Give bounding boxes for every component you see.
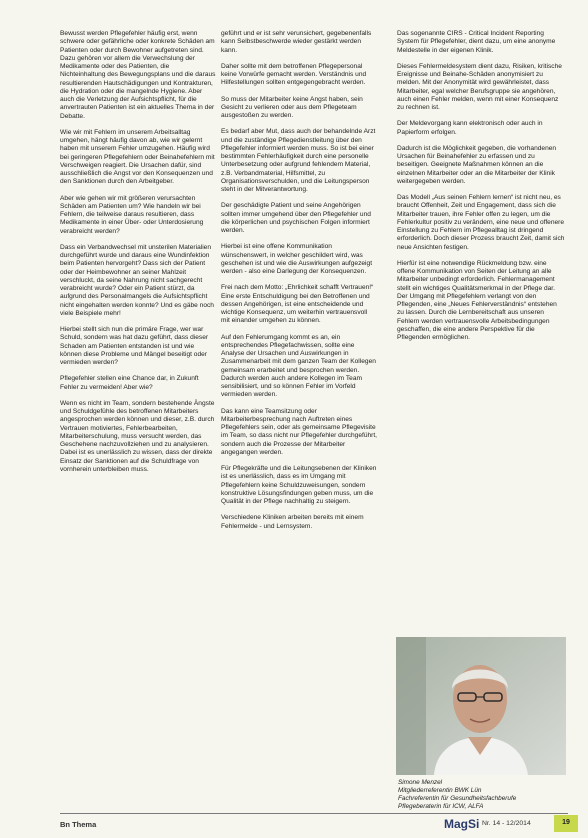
text-column-left bbox=[60, 30, 216, 482]
paragraph: Hierbei stellt sich nun die primäre Frage, wer war Schuld, sondern was hat dazu geführt, dass dieser Schaden am Patienten entstanden ist und wie können diese Probleme und Mängel beseitigt oder vermieden werden? bbox=[60, 326, 209, 366]
paragraph: Bewusst werden Pflegefehler häufig erst, wenn schwere oder gefährliche oder konkrete Schäden am Patienten oder durch Bewohner aufgetreten sind. Dazu gehören vor allem die Verwechslung der Medikamente oder des Patienten, die Nichteinhaltung des Bewegungsplans und die daraus resultierenden Hautschädigungen und Kontrakturen, die Hydration oder die mangelnde Hygiene. Aber auch die Verletzung der Aufsichtspflicht, für die anvertrauten Patienten ist ein aktuelles Thema in der Debatte. bbox=[60, 30, 216, 120]
issue-number: Nr. 14 - 12/2014 bbox=[482, 820, 531, 827]
paragraph: Das kann eine Teamsitzung oder Mitarbeiterbesprechung nach Auftreten eines Pflegefehlers sein, oder als gemeinsame Pflegevisite im Team, so dass nicht nur Pflegefehler durchgeführt, sondern auch die Prozesse der Mitarbeiter angegangen werden. bbox=[221, 407, 378, 456]
paragraph: Auf den Fehlerumgang kommt es an, ein entsprechendes Pflegefachwissen, sollte eine Analyse der Ursachen und Auswirkungen in Zusammenarbeit mit dem ganzen Team der Kollegen gemeinsam erarbeitet und besprochen werden. Dadurch werden auch andere Kollegen im Team sensibilisiert, und so können Fehler im Vorfeld vermieden werden. bbox=[221, 333, 376, 399]
paragraph: Es bedarf aber Mut, dass auch der behandelnde Arzt und die zuständige Pflegedienstleitung über den Pflegefehler informiert werden muss. So ist bei einer bestimmten Fehlerhäufigkeit durch eine personelle Unterbesetzung oder aufgrund fehlendem Material, z.B. Verbandmaterial, Hilfsmittel, zu Organisationsverschulden, und die Leitungsperson steht in der Mitverantwortung. bbox=[221, 128, 376, 193]
paragraph: geführt und er ist sehr verunsichert, gegebenenfalls kann Selbstbeschwerde wieder gestärkt werden kann. bbox=[221, 30, 372, 54]
page-footer bbox=[0, 813, 588, 838]
paragraph: Aber wie gehen wir mit größeren verursachten Schäden am Patienten um? Wie handeln wir bei Fehlern, die teilweise daraus resultieren, dass Medikamente in einer Über- oder Unterdosierung verabreicht werden? bbox=[60, 194, 204, 235]
paragraph: Dadurch ist die Möglichkeit gegeben, die vorhandenen Ursachen für Beinahefehler zu erfassen und zu beseitigen. Geeignete Maßnahmen können an die einzelnen Mitarbeiter oder an die Mitarbeiter der Klinik weitergegeben werden. bbox=[397, 144, 557, 185]
text-column-right bbox=[397, 30, 565, 350]
page-number: 19 bbox=[562, 819, 570, 826]
author-photo bbox=[396, 637, 566, 775]
photo-caption bbox=[398, 779, 568, 811]
paragraph: Pflegefehler stellen eine Chance dar, in Zukunft Fehler zu vermeiden! Aber wie? bbox=[60, 375, 199, 391]
paragraph: Wie wir mit Fehlern im unserem Arbeitsalltag umgehen, hängt häufig davon ab, wie wir gelernt haben mit unserem Fehler umzugehen. Häufig wird bei geringeren Pflegefehlern oder Beinahefehlern mit Verschweigen reagiert. Die Ursachen dafür, sind ausschließlich die Angst vor den Konsequenzen und den Sanktionen durch den Arbeitgeber. bbox=[60, 128, 215, 186]
paragraph: Hierfür ist eine notwendige Rückmeldung bzw. eine offene Kommunikation von Seiten der Leitung an alle Mitarbeiter unbedingt erforderlich. Fehlermanagement stellt ein wichtiges Qualitätsmerkmal in der Pflege dar. Der Umgang mit Pflegefehlern verlangt von den Pflegenden, eine „Neues Fehlerverständnis“ entstehen zu lassen. Durch die Lernbereitschaft aus unseren Fehlern werden vertrauensvolle Arbeitsbedingungen geschaffen, die eine andere Perspektive für die Pflegenden ermöglichen. bbox=[397, 259, 557, 341]
paragraph: So muss der Mitarbeiter keine Angst haben, sein Gesicht zu verlieren oder aus dem Pflegeteam ausgestoßen zu werden. bbox=[221, 95, 363, 119]
paragraph: Dieses Fehlermeldesystem dient dazu, Risiken, kritische Ereignisse und Beinahe-Schäden anonymisiert zu melden. Mit der Anonymität wird gewährleistet, dass Mitarbeiter, egal welcher Berufsgruppe sie angehören, auch einen Fehler melden, wenn mit einer Konsequenz zu rechnen ist. bbox=[397, 62, 562, 111]
paragraph: Hierbei ist eine offene Kommunikation wünschenswert, in welcher geschildert wird, was geschehen ist und wie die Auswirkungen aufgezeigt werden - also eine Darlegung der Konsequenzen. bbox=[221, 243, 373, 275]
section-label: Bn Thema bbox=[60, 820, 97, 829]
page-number-badge bbox=[554, 815, 578, 832]
paragraph: Der geschädigte Patient und seine Angehörigen sollten immer umgehend über den Pflegefehler und die körperlichen und psychischen Folgen informiert werden. bbox=[221, 202, 371, 234]
author-role: Fachreferentin für Gesundheitsfachberufe bbox=[398, 795, 517, 802]
paragraph: Der Meldevorgang kann elektronisch oder auch in Papierform erfolgen. bbox=[397, 120, 543, 136]
portrait-illustration bbox=[396, 637, 566, 775]
author-name: Simone Menzel bbox=[398, 779, 443, 786]
paragraph: Das sogenannte CIRS - Critical Incident Reporting System für Pflegefehler, dient dazu, um eine anonyme Meldestelle in der eigenen Klinik. bbox=[397, 30, 556, 54]
paragraph: Daher sollte mit dem betroffenen Pflegepersonal keine Vorwürfe gemacht werden. Verständnis und Hilfestellungen sollten entgegengebracht werden. bbox=[221, 62, 367, 87]
paragraph: Dass ein Verbandwechsel mit unsterilen Materialien durchgeführt wurde und daraus eine Wundinfektion beim Patienten hervorgeht? Dass sich der Patient oder der Heimbewohner an seiner Mahlzeit verschluckt, da seine Nahrung nicht sachgerecht verabreicht wurde? Oder ein Patient stürzt, da aufgrund des Personalmangels die Aufsichtspflicht nicht eingehalten werden konnte? Und es gäbe noch viele Beispiele mehr! bbox=[60, 243, 214, 317]
paragraph: Das Modell „Aus seinen Fehlern lernen“ ist nicht neu, es braucht Offenheit, Zeit und Engagement, dass sich die Mitarbeiter trauen, ihre Fehler offen zu legen, um die Fehlerkultur positiv zu verändern, eine neue und offenere Einstellung zu Fehlern im Pflegealltag ist dringend erforderlich. Doch dieser Prozess braucht Zeit, damit sich neue Ansichten festigen. bbox=[397, 194, 565, 251]
text-column-middle bbox=[221, 30, 377, 539]
paragraph: Frei nach dem Motto: „Ehrlichkeit schafft Vertrauen!“ Eine erste Entschuldigung bei den Betroffenen und dessen Angehörigen, ist eine entscheidende und wichtige Konsequenz, um weiterhin vertrauensvoll mit einander umgehen zu können. bbox=[221, 284, 374, 325]
author-role: Pflegeberaterin für ICW, ALFA bbox=[398, 803, 484, 810]
paragraph: Für Pflegekräfte und die Leitungsebenen der Kliniken ist es unerlässlich, dass es im Umgang mit Pflegefehlern keine Schuldzuweisungen, sondern konstruktive Lösungsfindungen geben muss, um die Qualität in der Pflege nachhaltig zu steigern. bbox=[221, 465, 377, 505]
magazine-logo: MagSi bbox=[444, 817, 480, 831]
paragraph: Wenn es nicht im Team, sondern bestehende Ängste und Schuldgefühle des betroffenen Mitarbeiters angesprochen werden können und dieser, z.B. durch Vertrauen motiviertes, Fehlerbearbeiten, Mitarbeiterschulung, muss versucht werden, das Geschehene nachzuvollziehen und zu analysieren. Dabei ist es unerlässlich zu wissen, dass der direkte Einsatz der Sanktionen auf die Schuldfrage von vornherein unterbleiben muss. bbox=[60, 399, 215, 473]
author-role: Mitgliederreferentin BWK Lün bbox=[398, 787, 482, 794]
footer-divider bbox=[60, 813, 568, 814]
paragraph: Verschiedene Kliniken arbeiten bereits mit einem Fehlermelde - und Lernsystem. bbox=[221, 514, 364, 530]
